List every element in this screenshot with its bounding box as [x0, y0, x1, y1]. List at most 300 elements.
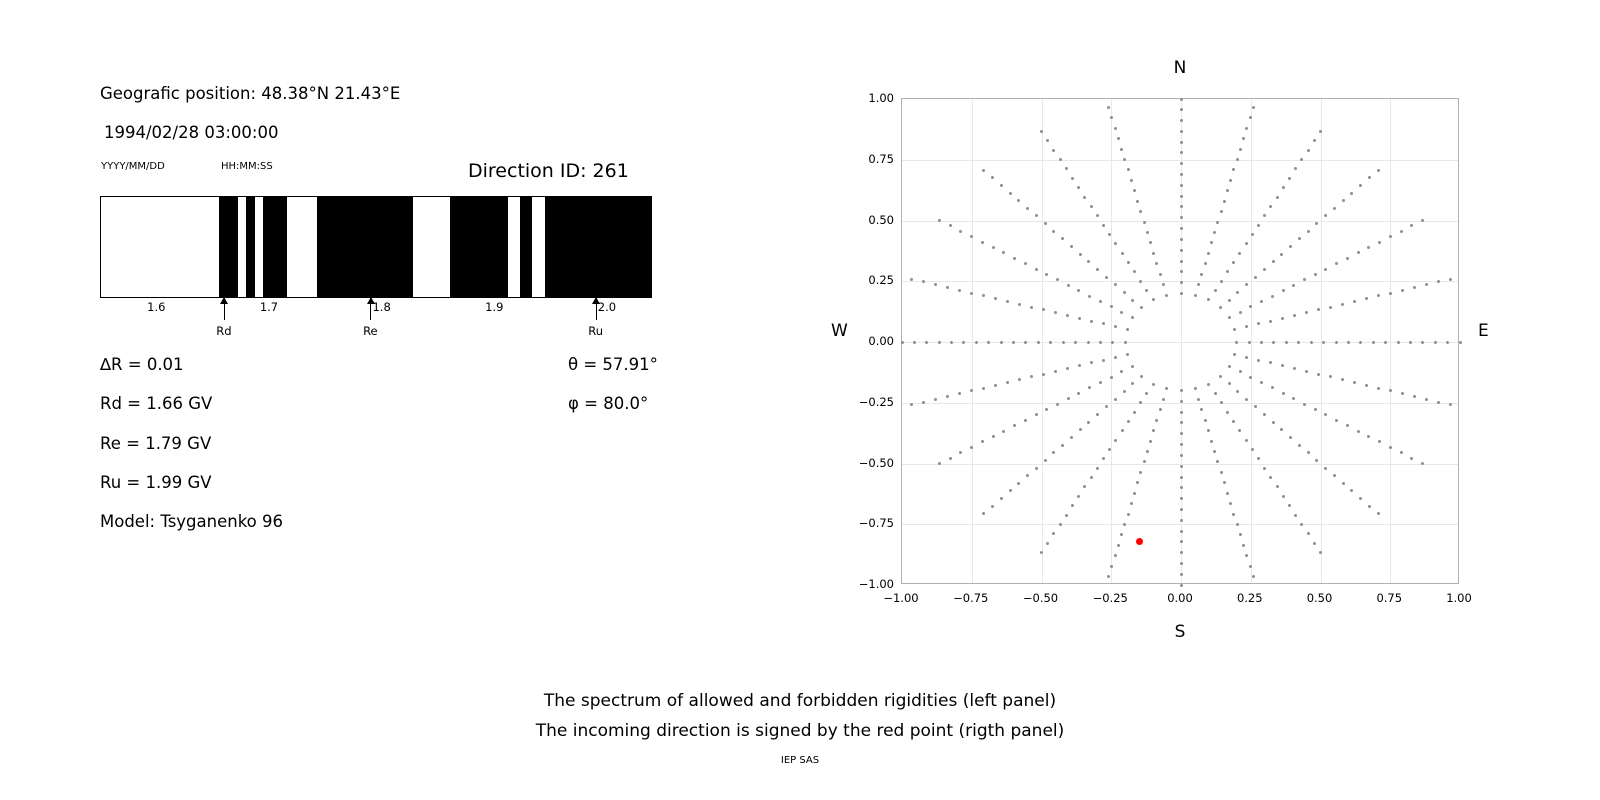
gridline-vertical — [1251, 99, 1252, 583]
direction-point — [1121, 252, 1124, 255]
direction-point — [922, 401, 925, 404]
gridline-vertical — [1042, 99, 1043, 583]
direction-point — [1204, 262, 1207, 265]
direction-point — [981, 241, 984, 244]
direction-point — [1180, 432, 1183, 435]
direction-point — [1298, 237, 1301, 240]
direction-point — [1035, 214, 1038, 217]
direction-point — [1410, 224, 1413, 227]
direction-point — [1087, 260, 1090, 263]
x-tick-label: 0.00 — [1167, 591, 1193, 605]
direction-point — [1088, 386, 1091, 389]
direction-point — [1146, 231, 1149, 234]
direction-point — [1159, 273, 1162, 276]
direction-point — [1413, 286, 1416, 289]
direction-point — [1292, 397, 1295, 400]
direction-point — [1260, 381, 1263, 384]
direction-point — [1180, 281, 1183, 284]
direction-point — [1105, 276, 1108, 279]
direction-point — [1012, 341, 1015, 344]
direction-point — [1121, 429, 1124, 432]
direction-point — [1180, 519, 1183, 522]
direction-point — [981, 440, 984, 443]
direction-point — [1180, 562, 1183, 565]
direction-point — [1245, 242, 1248, 245]
direction-point — [1341, 378, 1344, 381]
direction-point — [1282, 495, 1285, 498]
direction-point — [1107, 575, 1110, 578]
direction-point — [1045, 273, 1048, 276]
direction-point — [1294, 514, 1297, 517]
direction-point — [1350, 489, 1353, 492]
direction-point — [1226, 270, 1229, 273]
direction-point — [1180, 238, 1183, 241]
direction-point — [1257, 224, 1260, 227]
re-value: Re = 1.79 GV — [100, 434, 212, 453]
direction-point — [1219, 306, 1222, 309]
direction-point — [1251, 448, 1254, 451]
direction-point — [1365, 384, 1368, 387]
direction-point — [1293, 367, 1296, 370]
spectrum-bar — [100, 196, 652, 298]
direction-point — [1120, 533, 1123, 536]
direction-point — [1006, 381, 1009, 384]
direction-point — [1180, 162, 1183, 165]
gridline-horizontal — [902, 160, 1458, 161]
direction-point — [959, 451, 962, 454]
direction-point — [1078, 317, 1081, 320]
date-format-hint: YYYY/MM/DD — [101, 161, 165, 172]
direction-point — [1409, 341, 1412, 344]
direction-point — [938, 341, 941, 344]
direction-point — [950, 341, 953, 344]
direction-point — [1260, 341, 1263, 344]
direction-point — [1040, 130, 1043, 133]
direction-point — [1229, 502, 1232, 505]
direction-point — [1378, 241, 1381, 244]
direction-point — [1037, 341, 1040, 344]
direction-point — [1180, 476, 1183, 479]
direction-point — [1276, 485, 1279, 488]
direction-point — [1292, 284, 1295, 287]
direction-point — [1013, 424, 1016, 427]
direction-point — [1249, 376, 1252, 379]
direction-point — [1313, 139, 1316, 142]
polar-scatter-plot — [901, 98, 1459, 584]
direction-point — [1180, 584, 1183, 587]
direction-point — [1281, 364, 1284, 367]
direction-point — [1139, 210, 1142, 213]
direction-point — [1066, 314, 1069, 317]
direction-point — [1307, 451, 1310, 454]
direction-point — [1421, 219, 1424, 222]
direction-point — [1099, 381, 1102, 384]
direction-point — [1220, 471, 1223, 474]
direction-point — [1213, 450, 1216, 453]
direction-point — [1220, 280, 1223, 283]
direction-point — [1117, 544, 1120, 547]
direction-point — [1238, 429, 1241, 432]
direction-point — [1180, 530, 1183, 533]
direction-point — [1127, 168, 1130, 171]
direction-point — [1107, 106, 1110, 109]
gridline-horizontal — [902, 221, 1458, 222]
direction-point — [1133, 492, 1136, 495]
direction-point — [1294, 167, 1297, 170]
direction-point — [1180, 173, 1183, 176]
direction-point — [1257, 359, 1260, 362]
direction-point — [1251, 233, 1254, 236]
marker-label: Rd — [216, 324, 232, 338]
direction-point — [1446, 341, 1449, 344]
direction-point — [1357, 251, 1360, 254]
direction-point — [1099, 300, 1102, 303]
direction-point — [1425, 283, 1428, 286]
direction-point — [1017, 199, 1020, 202]
direction-point — [1377, 169, 1380, 172]
direction-point — [1180, 497, 1183, 500]
direction-point — [1372, 341, 1375, 344]
direction-point — [1096, 268, 1099, 271]
direction-point — [1297, 341, 1300, 344]
direction-point — [1136, 481, 1139, 484]
direction-point — [1030, 306, 1033, 309]
forbidden-band — [520, 197, 532, 297]
spectrum-x-axis — [100, 298, 652, 318]
phi-value: φ = 80.0° — [568, 394, 649, 413]
direction-point — [1317, 373, 1320, 376]
direction-point — [1145, 392, 1148, 395]
direction-point — [1235, 341, 1238, 344]
direction-point — [1180, 573, 1183, 576]
direction-point — [1040, 551, 1043, 554]
direction-point — [1114, 242, 1117, 245]
direction-point — [982, 387, 985, 390]
geographic-position-label: Geografic position: 48.38°N 21.43°E — [100, 84, 401, 103]
direction-point — [1236, 390, 1239, 393]
direction-point — [1214, 392, 1217, 395]
direction-point — [1099, 341, 1102, 344]
direction-point — [1114, 398, 1117, 401]
direction-point — [1288, 504, 1291, 507]
direction-point — [1066, 367, 1069, 370]
direction-point — [1245, 398, 1248, 401]
x-tick-label: −1.00 — [883, 591, 919, 605]
direction-point — [1180, 130, 1183, 133]
compass-label-south: S — [1174, 622, 1186, 642]
direction-point — [1162, 283, 1165, 286]
direction-point — [1400, 230, 1403, 233]
ru-value: Ru = 1.99 GV — [100, 473, 212, 492]
direction-point — [1065, 514, 1068, 517]
direction-point — [1079, 428, 1082, 431]
direction-point — [1359, 184, 1362, 187]
direction-point — [1052, 451, 1055, 454]
direction-point — [1143, 221, 1146, 224]
y-tick-label: 0.50 — [868, 212, 894, 227]
direction-point — [1180, 551, 1183, 554]
y-tick-label: −0.75 — [858, 516, 894, 531]
direction-point — [1260, 300, 1263, 303]
direction-point — [938, 462, 941, 465]
direction-point — [1223, 481, 1226, 484]
direction-point — [1079, 253, 1082, 256]
direction-point — [1389, 235, 1392, 238]
direction-point — [1062, 341, 1065, 344]
direction-point — [1110, 116, 1113, 119]
direction-point — [1305, 370, 1308, 373]
direction-point — [1145, 289, 1148, 292]
direction-point — [1090, 361, 1093, 364]
direction-point — [1437, 401, 1440, 404]
direction-point — [1276, 196, 1279, 199]
direction-point — [1377, 387, 1380, 390]
direction-point — [1257, 457, 1260, 460]
direction-point — [1353, 381, 1356, 384]
marker-label: Re — [363, 324, 378, 338]
direction-point — [1180, 216, 1183, 219]
direction-point — [1114, 554, 1117, 557]
direction-point — [994, 384, 997, 387]
direction-point — [1130, 179, 1133, 182]
direction-point — [1042, 373, 1045, 376]
direction-point — [1000, 341, 1003, 344]
direction-point — [1200, 273, 1203, 276]
direction-point — [1233, 353, 1236, 356]
direction-point — [1313, 542, 1316, 545]
direction-point — [1252, 575, 1255, 578]
caption-line-2: The incoming direction is signed by the red point (rigth panel) — [535, 721, 1065, 741]
direction-id-label: Direction ID: 261 — [468, 160, 629, 182]
direction-point — [1324, 467, 1327, 470]
direction-point — [1245, 325, 1248, 328]
direction-point — [1013, 257, 1016, 260]
direction-point — [1389, 446, 1392, 449]
direction-point — [1102, 224, 1105, 227]
direction-point — [1342, 482, 1345, 485]
gridline-vertical — [972, 99, 973, 583]
direction-point — [922, 280, 925, 283]
forbidden-band — [263, 197, 287, 297]
direction-point — [1367, 246, 1370, 249]
direction-point — [1126, 328, 1129, 331]
direction-point — [1077, 495, 1080, 498]
rigidity-spectrum-panel — [0, 0, 760, 620]
direction-point — [1102, 457, 1105, 460]
direction-point — [1207, 298, 1210, 301]
direction-point — [1133, 189, 1136, 192]
direction-point — [991, 505, 994, 508]
direction-point — [1070, 245, 1073, 248]
direction-point — [1347, 341, 1350, 344]
direction-point — [1226, 492, 1229, 495]
direction-point — [1071, 504, 1074, 507]
direction-point — [975, 341, 978, 344]
figure-caption — [0, 686, 1600, 746]
direction-point — [1272, 260, 1275, 263]
direction-point — [1421, 341, 1424, 344]
direction-point — [1319, 551, 1322, 554]
direction-point — [1228, 299, 1231, 302]
direction-point — [1368, 505, 1371, 508]
direction-point — [1131, 382, 1134, 385]
direction-point — [1305, 311, 1308, 314]
direction-point — [1282, 392, 1285, 395]
direction-point — [1329, 375, 1332, 378]
direction-point — [1149, 440, 1152, 443]
direction-point — [1207, 383, 1210, 386]
direction-point — [1136, 200, 1139, 203]
direction-point — [1223, 200, 1226, 203]
direction-point — [1263, 467, 1266, 470]
direction-point — [1077, 392, 1080, 395]
x-tick-label: −0.50 — [1022, 591, 1059, 605]
direction-point — [910, 278, 913, 281]
direction-point — [1070, 436, 1073, 439]
direction-point — [1133, 270, 1136, 273]
direction-point — [1236, 291, 1239, 294]
direction-point — [1232, 168, 1235, 171]
x-tick-label: −0.75 — [953, 591, 989, 605]
y-tick-label: 0.00 — [868, 334, 894, 348]
direction-point — [1210, 241, 1213, 244]
direction-point — [1213, 231, 1216, 234]
y-tick-label: −0.25 — [858, 394, 894, 409]
direction-point — [1002, 251, 1005, 254]
direction-point — [1018, 378, 1021, 381]
direction-point — [1026, 474, 1029, 477]
x-tick-label: 0.75 — [1376, 591, 1403, 605]
direction-point — [1197, 398, 1200, 401]
gridline-vertical — [1390, 99, 1391, 583]
direction-point — [1359, 497, 1362, 500]
direction-point — [1280, 253, 1283, 256]
direction-point — [1434, 341, 1437, 344]
direction-point — [1117, 137, 1120, 140]
direction-point — [1220, 401, 1223, 404]
direction-point — [1254, 276, 1257, 279]
direction-point — [1400, 451, 1403, 454]
direction-point — [1389, 389, 1392, 392]
direction-point — [1045, 408, 1048, 411]
direction-point — [1220, 210, 1223, 213]
direction-point — [1165, 387, 1168, 390]
direction-point — [1126, 353, 1129, 356]
y-tick-label: 0.25 — [868, 273, 894, 288]
direction-point — [1180, 465, 1183, 468]
direction-point — [1245, 356, 1248, 359]
direction-point — [1194, 294, 1197, 297]
time-format-hint: HH:MM:SS — [221, 161, 273, 172]
direction-point — [958, 392, 961, 395]
direction-point — [1333, 207, 1336, 210]
direction-point — [959, 230, 962, 233]
direction-point — [1123, 390, 1126, 393]
direction-point — [1300, 523, 1303, 526]
direction-point — [949, 224, 952, 227]
y-tick-label: 1.00 — [868, 91, 894, 105]
gridline-horizontal — [902, 403, 1458, 404]
direction-point — [1111, 341, 1114, 344]
direction-point — [1155, 262, 1158, 265]
direction-point — [1000, 184, 1003, 187]
direction-point — [1180, 486, 1183, 489]
rigidity-spectrum-chart — [100, 196, 652, 298]
direction-point — [1207, 429, 1210, 432]
direction-point — [1319, 130, 1322, 133]
direction-point — [1280, 428, 1283, 431]
direction-point — [1248, 341, 1251, 344]
direction-point — [1131, 365, 1134, 368]
direction-point — [1002, 430, 1005, 433]
direction-point — [1146, 450, 1149, 453]
direction-point — [1232, 513, 1235, 516]
direction-point — [910, 403, 913, 406]
spectrum-x-tick-label: 1.6 — [147, 300, 166, 314]
direction-point — [1180, 508, 1183, 511]
direction-point — [1413, 395, 1416, 398]
direction-point — [1350, 192, 1353, 195]
direction-point — [1298, 444, 1301, 447]
direction-point — [1315, 222, 1318, 225]
direction-point — [946, 286, 949, 289]
direction-point — [1114, 439, 1117, 442]
x-tick-label: 0.25 — [1236, 591, 1263, 605]
direction-point — [1180, 389, 1183, 392]
direction-point — [1065, 167, 1068, 170]
compass-label-west: W — [831, 321, 848, 341]
direction-point — [1285, 341, 1288, 344]
direction-point — [1180, 141, 1183, 144]
direction-point — [1114, 356, 1117, 359]
direction-point — [1257, 322, 1260, 325]
direction-point — [1059, 158, 1062, 161]
direction-point — [1152, 429, 1155, 432]
direction-point — [991, 176, 994, 179]
marker-label: Ru — [588, 324, 604, 338]
direction-point — [925, 341, 928, 344]
direction-point — [1242, 544, 1245, 547]
direction-point — [1096, 214, 1099, 217]
direction-point — [1024, 419, 1027, 422]
direction-point — [1207, 252, 1210, 255]
direction-point — [934, 283, 937, 286]
direction-point — [1127, 261, 1130, 264]
compass-label-east: E — [1478, 321, 1489, 341]
footer-credit: IEP SAS — [780, 755, 820, 766]
direction-point — [1315, 459, 1318, 462]
direction-point — [1269, 320, 1272, 323]
direction-point — [1044, 459, 1047, 462]
direction-point — [1052, 149, 1055, 152]
direction-point — [1120, 311, 1123, 314]
direction-point — [1200, 408, 1203, 411]
direction-point — [1239, 370, 1242, 373]
direction-point — [1035, 268, 1038, 271]
direction-point — [1377, 512, 1380, 515]
direction-point — [1180, 119, 1183, 122]
direction-point — [1346, 424, 1349, 427]
direction-point — [1214, 289, 1217, 292]
direction-point — [1044, 222, 1047, 225]
direction-point — [1346, 257, 1349, 260]
direction-point — [1127, 420, 1130, 423]
direction-point — [1024, 262, 1027, 265]
direction-point — [1102, 359, 1105, 362]
direction-map-panel — [760, 0, 1600, 660]
direction-point — [1059, 523, 1062, 526]
direction-point — [1272, 421, 1275, 424]
